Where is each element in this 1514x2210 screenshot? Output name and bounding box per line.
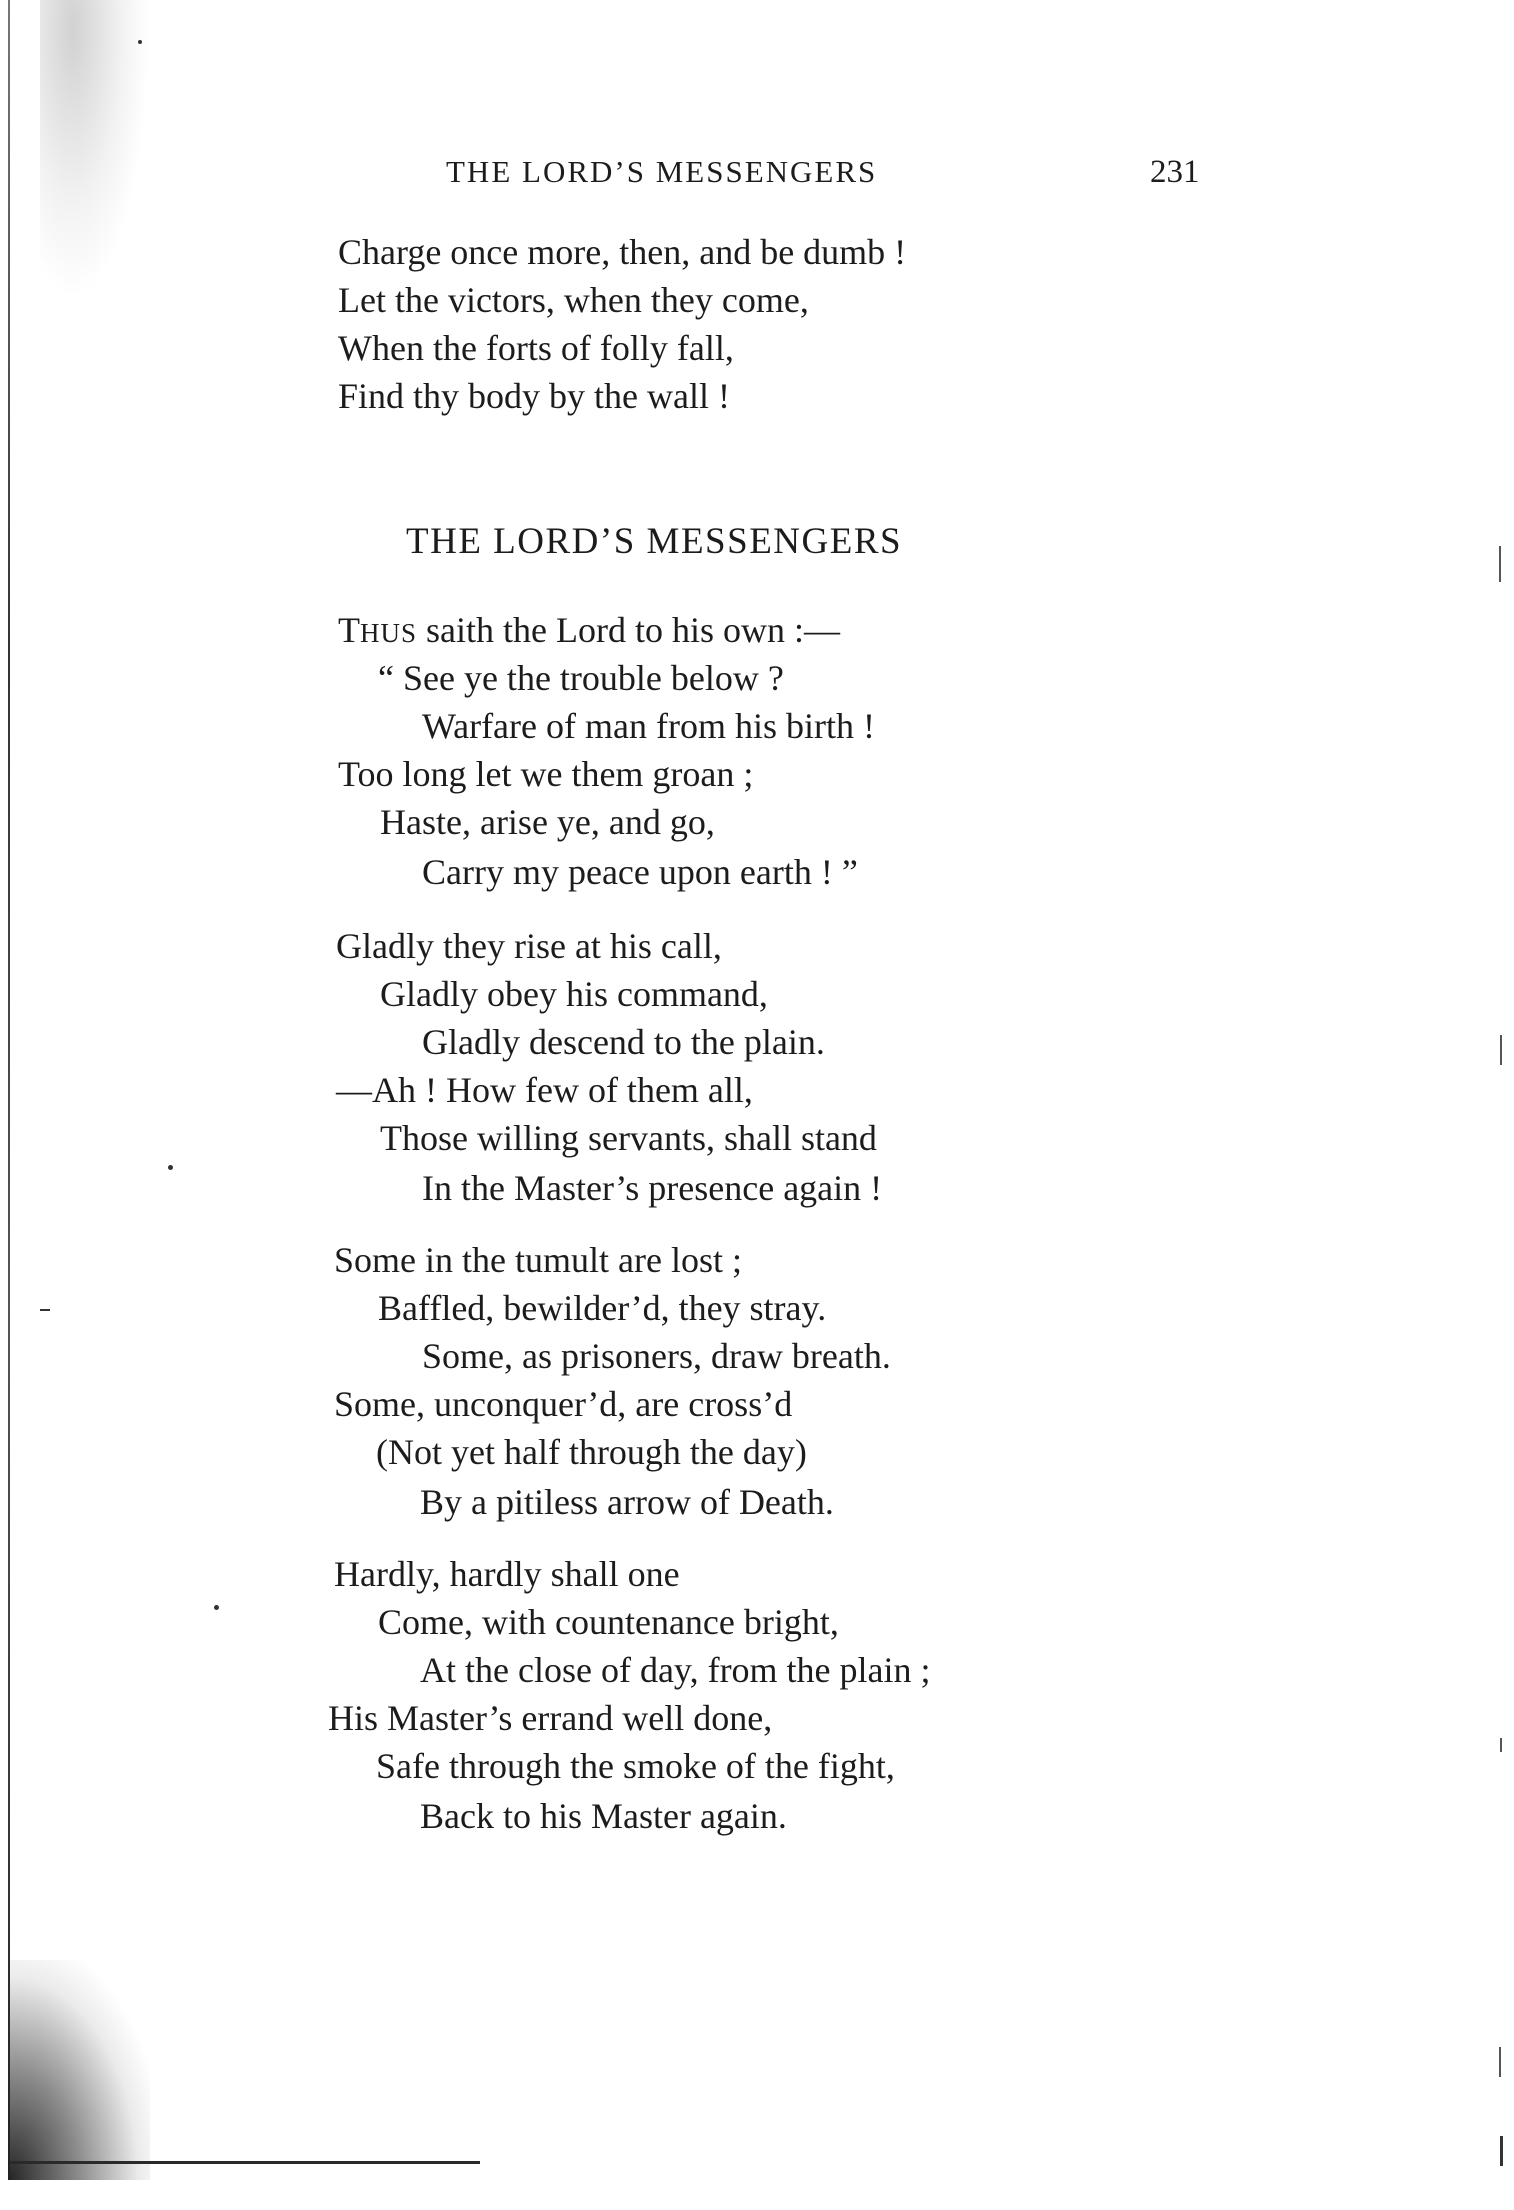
scan-mark [1500, 2136, 1503, 2166]
first-word-lead: T [338, 610, 360, 650]
poem-title: THE LORD’S MESSENGERS [406, 521, 903, 562]
scan-mark [1499, 2047, 1501, 2077]
verse-line [338, 608, 840, 655]
verse-line: Hardly, hardly shall one [334, 1554, 680, 1594]
verse-line: Baffled, bewilder’d, they stray. [378, 1288, 827, 1328]
verse-line: At the close of day, from the plain ; [420, 1650, 931, 1690]
scan-mark [1500, 1035, 1502, 1065]
running-head: THE LORD’S MESSENGERS [446, 154, 878, 189]
verse-line: Carry my peace upon earth ! ” [422, 852, 858, 892]
verse-line: Gladly obey his command, [380, 974, 768, 1014]
verse-line: Come, with countenance bright, [378, 1602, 839, 1642]
scan-shadow-bottom [10, 1960, 150, 2180]
verse-line: Safe through the smoke of the fight, [376, 1746, 895, 1786]
scan-speck [138, 40, 142, 44]
verse-line: His Master’s errand well done, [328, 1698, 773, 1738]
verse-line: By a pitiless arrow of Death. [420, 1482, 834, 1522]
verse-line: Too long let we them groan ; [338, 754, 754, 794]
scan-speck [168, 1165, 173, 1170]
verse-line: Charge once more, then, and be dumb ! [338, 232, 907, 272]
verse-line: Find thy body by the wall ! [338, 376, 730, 416]
scan-mark [1499, 546, 1501, 582]
binding-edge [8, 0, 10, 2180]
verse-line: Let the victors, when they come, [338, 280, 809, 320]
verse-line: Gladly descend to the plain. [422, 1022, 825, 1062]
verse-line: (Not yet half through the day) [376, 1432, 807, 1472]
verse-line: Some, as prisoners, draw breath. [422, 1336, 891, 1376]
verse-line: “ See ye the trouble below ? [378, 658, 784, 698]
verse-line: In the Master’s presence again ! [422, 1168, 883, 1208]
scan-speck [40, 1309, 50, 1311]
verse-line: Some, unconquer’d, are cross’d [334, 1384, 793, 1424]
verse-line: Some in the tumult are lost ; [334, 1240, 742, 1280]
verse-line: Gladly they rise at his call, [336, 926, 722, 966]
verse-line: Warfare of man from his birth ! [422, 706, 875, 746]
verse-line: Haste, arise ye, and go, [380, 802, 715, 842]
verse-line: —Ah ! How few of them all, [336, 1070, 753, 1110]
page-bottom-edge [10, 2161, 480, 2164]
page-number: 231 [1150, 154, 1200, 190]
verse-line-rest: saith the Lord to his own :— [417, 610, 840, 650]
first-word-small-caps: HUS [360, 618, 418, 648]
verse-line: Back to his Master again. [420, 1796, 787, 1836]
scan-mark [1500, 1738, 1502, 1752]
scan-shadow-top [40, 0, 150, 300]
verse-line: When the forts of folly fall, [338, 328, 734, 368]
verse-line: Those willing servants, shall stand [380, 1118, 877, 1158]
scan-speck [214, 1605, 219, 1610]
